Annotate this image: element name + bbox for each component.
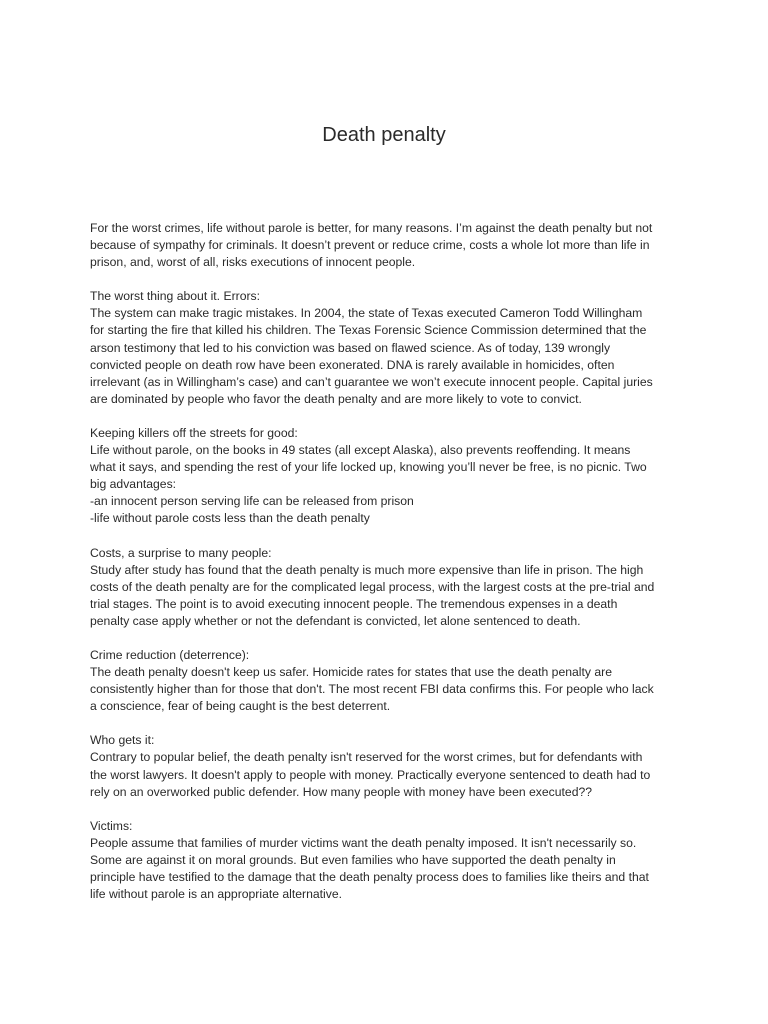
paragraph-line: Life without parole, on the books in 49 states (all except Alaska), also prevents reoffending. It means [90,443,631,458]
paragraph-line: The death penalty doesn't keep us safer. Homicide rates for states that use the death penalty are [90,665,612,680]
list-item: -life without parole costs less than the death penalty [90,511,370,526]
paragraph-line: costs of the death penalty are for the complicated legal process, with the largest costs at the pre-trial and [90,579,655,594]
paragraph-line: The system can make tragic mistakes. In 2004, the state of Texas executed Cameron Todd Willingham [90,306,643,321]
document-body [90,220,680,920]
paragraph-line: for starting the fire that killed his children. The Texas Forensic Science Commission determined that the [90,323,647,338]
section-keeping-killers [90,425,680,528]
paragraph-line: prison, and, worst of all, risks executions of innocent people. [90,255,416,270]
section-costs [90,545,680,630]
section-heading: Keeping killers off the streets for good: [90,425,298,440]
paragraph-line: because of sympathy for criminals. It doesn’t prevent or reduce crime, costs a whole lot more than life in [90,238,650,253]
paragraph-line: arson testimony that led to his conviction was based on flawed science. As of today, 139 wrongly [90,340,611,355]
paragraph-line: irrelevant (as in Willingham’s case) and can’t guarantee we won’t execute innocent people. Capital juries [90,374,653,389]
paragraph-line: For the worst crimes, life without parole is better, for many reasons. I’m against the death penalty but not [90,221,653,235]
paragraph-line: Some are against it on moral grounds. But even families who have supported the death penalty in [90,852,616,867]
section-errors [90,288,680,408]
paragraph-line: the worst lawyers. It doesn't apply to people with money. Practically everyone sentenced to death had to [90,767,651,782]
paragraph-line: Contrary to popular belief, the death penalty isn't reserved for the worst crimes, but for defendants with [90,750,643,765]
section-heading: Who gets it: [90,733,155,748]
list-item: -an innocent person serving life can be released from prison [90,494,414,509]
paragraph-line: big advantages: [90,477,177,492]
section-victims [90,818,680,903]
paragraph-line: what it says, and spending the rest of your life locked up, knowing you’ll never be free, is no picnic. Two [90,460,647,475]
paragraph-line: life without parole is an appropriate alternative. [90,887,343,902]
section-heading: Victims: [90,818,133,833]
paragraph-line: a conscience, fear of being caught is the best deterrent. [90,699,391,714]
paragraph-line: rely on an overworked public defender. How many people with money have been executed?? [90,784,593,799]
paragraph-line: People assume that families of murder victims want the death penalty imposed. It isn't necessarily so. [90,835,637,850]
paragraph-line: Study after study has found that the death penalty is much more expensive than life in prison. The high [90,562,644,577]
paragraph-line: trial stages. The point is to avoid executing innocent people. The tremendous expenses in a death [90,596,618,611]
section-heading: Crime reduction (deterrence): [90,647,250,662]
section-crime-reduction [90,647,680,715]
page-title: Death penalty [322,124,446,146]
section-heading: The worst thing about it. Errors: [90,289,261,304]
section-heading: Costs, a surprise to many people: [90,545,272,560]
paragraph-line: consistently higher than for those that don't. The most recent FBI data confirms this. For people who lack [90,682,654,697]
paragraph-line: principle have testified to the damage that the death penalty process does to families like theirs and that [90,870,649,884]
paragraph-line: are dominated by people who favor the death penalty and are more likely to vote to convict. [90,391,582,406]
section-who-gets-it [90,732,680,800]
paragraph-line: convicted people on death row have been exonerated. DNA is rarely available in homicides, often [90,357,615,372]
paragraph-line: penalty case apply whether or not the defendant is convicted, let alone sentenced to death. [90,613,581,628]
section-intro [90,220,680,271]
